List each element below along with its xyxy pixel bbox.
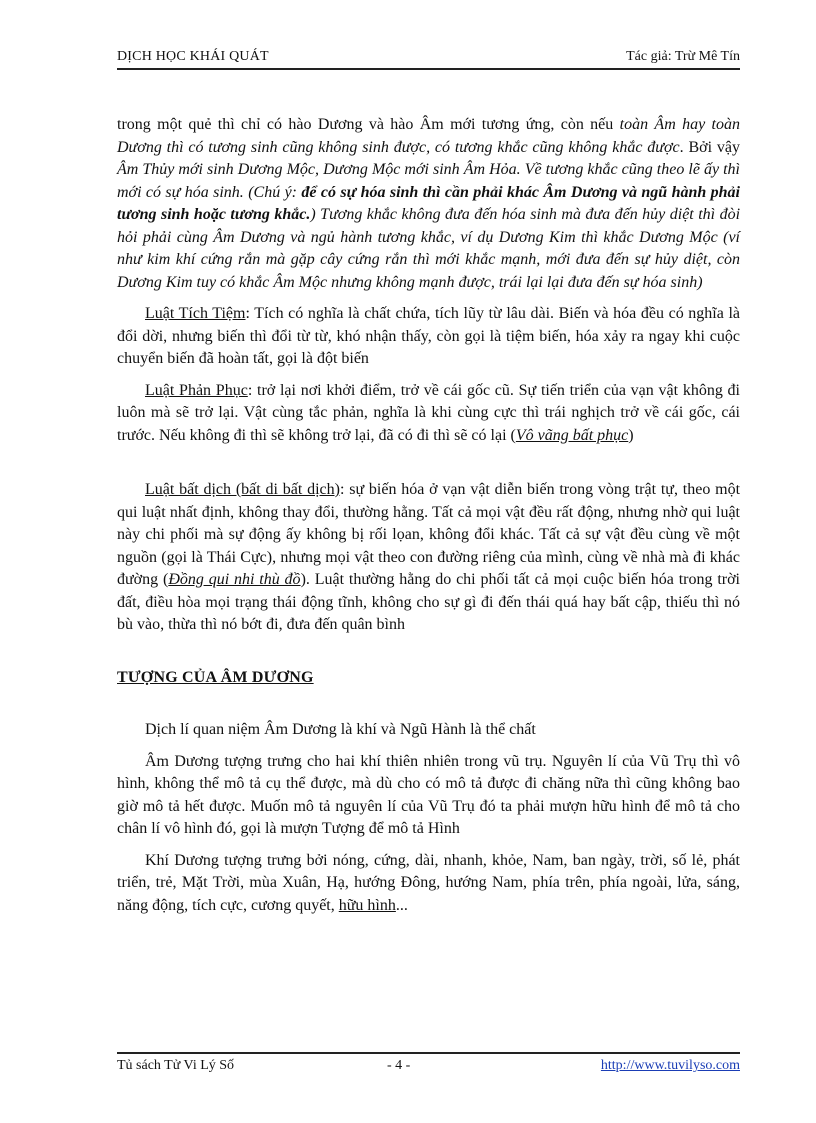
footer-website-link[interactable]: http://www.tuvilyso.com xyxy=(600,1058,740,1073)
text-run: trong một quẻ thì chỉ có hào Dương và hào Âm mới tương ứng, còn nếu xyxy=(117,116,620,133)
page-body xyxy=(117,114,740,917)
text-run: : trở lại nơi khởi điểm, trở về cái gốc cũ. Sự tiến triển của vạn vật không đi luôn mà sẽ trở lại. Vật cùng tắc phản, nghĩa là khi cùng cực thì trái nghịch trở về cái gốc, cái trước. Nếu không đi thì sẽ không trở lại, đã có đi thì sẽ có lại ( xyxy=(117,381,741,444)
text-run: ). Luật thường hằng do chi phối tất cả mọi cuộc biến hóa trong trời đất, điều hòa mọi trạng thái động tĩnh, không cho sự gì đi đến thái quá hay bất cập, thiếu thì nó bù vào, thừa thì nó bớt đi, đưa đến quân bình xyxy=(117,571,741,633)
footer-collection: Tủ sách Tử Vi Lý Số xyxy=(117,1058,235,1073)
term-phan-phuc: Luật Phản Phục xyxy=(145,381,248,399)
bold-italic-note: để có sự hóa sinh thì cần phải khác Âm Dương và ngũ hành phải tương sinh hoặc tương khắc. xyxy=(117,183,740,223)
quote-dong-qui: Đồng qui nhi thù đồ xyxy=(168,571,301,588)
header-author: Tác giả: Trừ Mê Tín xyxy=(626,49,740,64)
header-book-title: DỊCH HỌC KHÁI QUÁT xyxy=(117,49,269,64)
paragraph-am-duong-tuong-trung: Âm Dương tượng trưng cho hai khí thiên nhiên trong vũ trụ. Nguyên lí của Vũ Trụ thì vô hình, không thể mô tả cụ thể được, mà dù cho có mô tả được đi chăng nữa thì cũng không bao giờ mô tả hết được. Muốn mô tả nguyên lí của Vũ Trụ đó ta phải mượn hữu hình để mô tả cho chân lí vô hình đó, gọi là mượn Tượng để mô tả Hình xyxy=(117,752,740,837)
term-tich-tiem: Luật Tích Tiệm xyxy=(145,305,246,322)
page-header xyxy=(117,46,740,70)
underlined-huu-hinh: hữu hình xyxy=(338,896,396,914)
text-run: : Tích có nghĩa là chất chứa, tích lũy từ lâu dài. Biến và hóa đều có nghĩa là đổi dời, nhưng biến thì đổi từ từ, khó nhận thấy, còn gọi là tiệm biến, hóa xảy ra ngay khi cuộc chuyển biến đã hoàn tất, gọi là đột biến xyxy=(117,305,741,367)
paragraph-hoa-sinh xyxy=(117,114,740,294)
section-title: TƯỢNG CỦA ÂM DƯƠNG xyxy=(117,668,314,686)
quote-vo-vang-bat-phuc: Vô vãng bất phục xyxy=(515,426,629,444)
paragraph-dich-li: Dịch lí quan niệm Âm Dương là khí và Ngũ Hành là thể chất xyxy=(145,721,536,738)
footer-rule xyxy=(117,1052,740,1054)
italic-run: toàn Âm hay toàn Dương thì có tương sinh cũng không sinh được, có tương khắc cũng không khắc được xyxy=(117,116,740,156)
text-run: ... xyxy=(395,896,408,914)
text-run: . Bởi vậy xyxy=(679,138,740,156)
term-bat-dich: Luật bất dịch (bất di bất dịch) xyxy=(145,481,340,498)
paragraph-bat-dich xyxy=(117,479,740,637)
text-run: ) xyxy=(628,426,634,444)
paragraph-phan-phuc xyxy=(117,380,740,448)
paragraph-khi-duong xyxy=(117,850,740,918)
italic-run: Âm Thủy mới sinh Dương Mộc, Dương Mộc mới sinh Âm Hỏa. Về tương khắc cũng theo lẽ ấy thì mới có sự hóa sinh. (Chú ý: xyxy=(117,161,740,201)
text-run: Khí Dương tượng trưng bởi nóng, cứng, dài, nhanh, khỏe, Nam, ban ngày, trời, số lẻ, phát triển, trẻ, Mặt Trời, mùa Xuân, Hạ, hướng Đông, hướng Nam, phía trên, phía ngoài, lửa, sáng, năng động, tích cực, cương quyết, xyxy=(117,851,740,914)
italic-run: ) Tương khắc không đưa đến hóa sinh mà đưa đến hủy diệt thì đòi hỏi phải cùng Âm Dương và ngủ hành tương khắc, ví dụ Dương Kim thì khắc Dương Mộc (ví như kim khí cứng rắn mà gặp cây cứng rắn thì mới khắc mạnh, mới đưa đến sự hủy diệt, còn Dương Kim tuy có khắc Âm Mộc nhưng không mạnh được, trái lại lại đưa đến sự hóa sinh) xyxy=(117,206,741,291)
text-run: : sự biến hóa ở vạn vật diễn biến trong vòng trật tự, theo một qui luật nhất định, không thay đổi, thường hằng. Tất cả mọi vật đều rất động, nhưng nhờ qui luật này chi phối mà sự động ấy không bị rối lọan, không đổi khác. Tất cả sự vật đều cùng về một nguồn (gọi là Thái Cực), nhưng mọi vật theo con đường riêng của mình, cùng về nhà mà đi khác đường ( xyxy=(117,481,741,588)
paragraph-tich-tiem xyxy=(117,303,740,371)
page-number: - 4 - xyxy=(387,1058,411,1073)
